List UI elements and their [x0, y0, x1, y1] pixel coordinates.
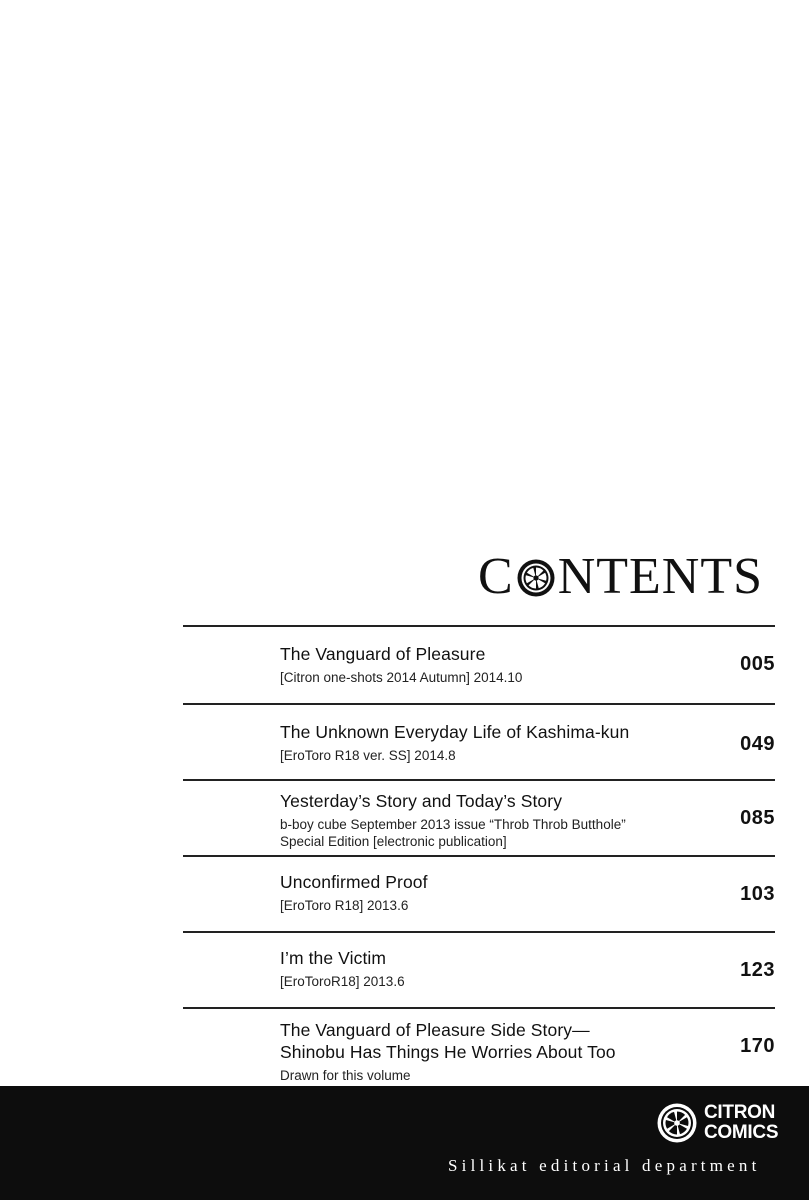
entry-title: The Vanguard of Pleasure: [280, 644, 486, 664]
blank-page-area: [0, 0, 809, 540]
toc-entry[interactable]: [183, 933, 775, 1007]
entry-title: Yesterday’s Story and Today’s Story: [280, 791, 563, 811]
citron-comics-logo: [656, 1102, 778, 1144]
page-number: 170: [740, 1035, 775, 1057]
page-number: 005: [740, 653, 775, 675]
entry-source-line-2: Special Edition [electronic publication]: [280, 834, 507, 849]
entry-title-line-2: Shinobu Has Things He Worries About Too: [280, 1042, 616, 1062]
department-credit: Sillikat editorial department: [448, 1156, 761, 1175]
entry-source: [EroToroR18] 2013.6: [280, 974, 405, 989]
toc-entry[interactable]: [183, 857, 775, 931]
toc-entry[interactable]: [183, 627, 775, 703]
entry-source: Drawn for this volume: [280, 1068, 411, 1083]
entry-source: [EroToro R18 ver. SS] 2014.8: [280, 748, 456, 763]
toc-entry[interactable]: [183, 1009, 775, 1091]
citron-slice-icon: [656, 1102, 698, 1144]
table-of-contents: [183, 625, 775, 1091]
logo-line-1: CITRON: [704, 1102, 776, 1123]
toc-entry[interactable]: [183, 781, 775, 855]
entry-title-line-1: The Vanguard of Pleasure Side Story—: [280, 1020, 590, 1040]
entry-title: Unconfirmed Proof: [280, 872, 428, 892]
entry-source-line-1: b-boy cube September 2013 issue “Throb Throb Butthole”: [280, 817, 626, 832]
entry-source: [Citron one-shots 2014 Autumn] 2014.10: [280, 670, 523, 685]
citron-slice-icon: [516, 558, 556, 598]
page-number: 123: [740, 959, 775, 981]
entry-title: The Unknown Everyday Life of Kashima-kun: [280, 722, 630, 742]
logo-line-2: COMICS: [704, 1122, 779, 1143]
logo-wordmark: [704, 1103, 778, 1143]
page-number: 085: [740, 807, 775, 829]
heading-first-letter: C: [478, 547, 514, 605]
entry-title: I’m the Victim: [280, 948, 387, 968]
toc-entry[interactable]: [183, 705, 775, 779]
entry-source: [EroToro R18] 2013.6: [280, 898, 409, 913]
page-number: 103: [740, 883, 775, 905]
page-number: 049: [740, 733, 775, 755]
contents-heading: [478, 545, 763, 607]
heading-rest: NTENTS: [557, 547, 764, 605]
